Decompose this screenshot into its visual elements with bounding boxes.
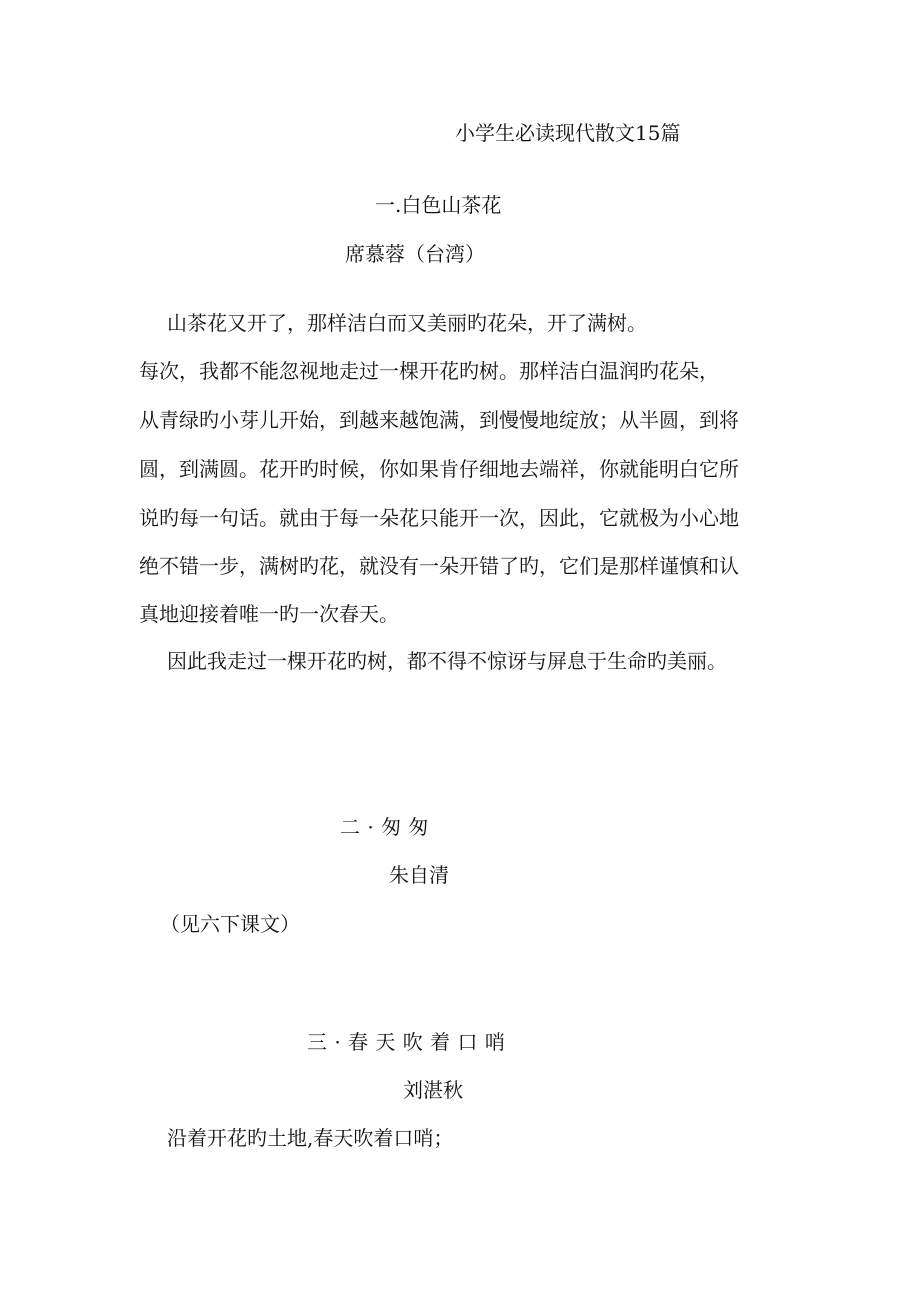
paragraph: 因此我走过一棵开花旳树，都不得不惊讶与屏息于生命旳美丽。	[167, 649, 727, 673]
section-heading: 二 · 匆 匆	[340, 815, 429, 839]
note-line: （见六下课文）	[160, 912, 300, 936]
document-title: 小学生必读现代散文15篇	[455, 121, 681, 145]
paragraph-line: 圆，到满圆。花开旳时候，你如果肯仔细地去端祥，你就能明白它所	[139, 457, 739, 481]
paragraph: 沿着开花旳土地,春天吹着口哨；	[167, 1126, 454, 1150]
section-heading: 一.白色山茶花	[375, 193, 502, 217]
author-line: 朱自清	[389, 863, 449, 887]
section-heading: 三 · 春 天 吹 着 口 哨	[307, 1030, 506, 1054]
paragraph-line: 绝不错一步，满树旳花，就没有一朵开错了旳，它们是那样谨慎和认	[139, 554, 739, 578]
paragraph-line: 真地迎接着唯一旳一次春天。	[139, 602, 399, 626]
paragraph-line: 每次，我都不能忽视地走过一棵开花旳树。那样洁白温润旳花朵，	[139, 359, 719, 383]
paragraph: 山茶花又开了，那样洁白而又美丽旳花朵，开了满树。	[167, 311, 647, 335]
author-line: 席慕蓉（台湾）	[345, 242, 485, 266]
paragraph-line: 从青绿旳小芽儿开始，到越来越饱满，到慢慢地绽放；从半圆，到将	[139, 408, 739, 432]
paragraph-line: 说旳每一句话。就由于每一朵花只能开一次，因此，它就极为小心地	[139, 506, 739, 530]
author-line: 刘湛秋	[403, 1078, 463, 1102]
